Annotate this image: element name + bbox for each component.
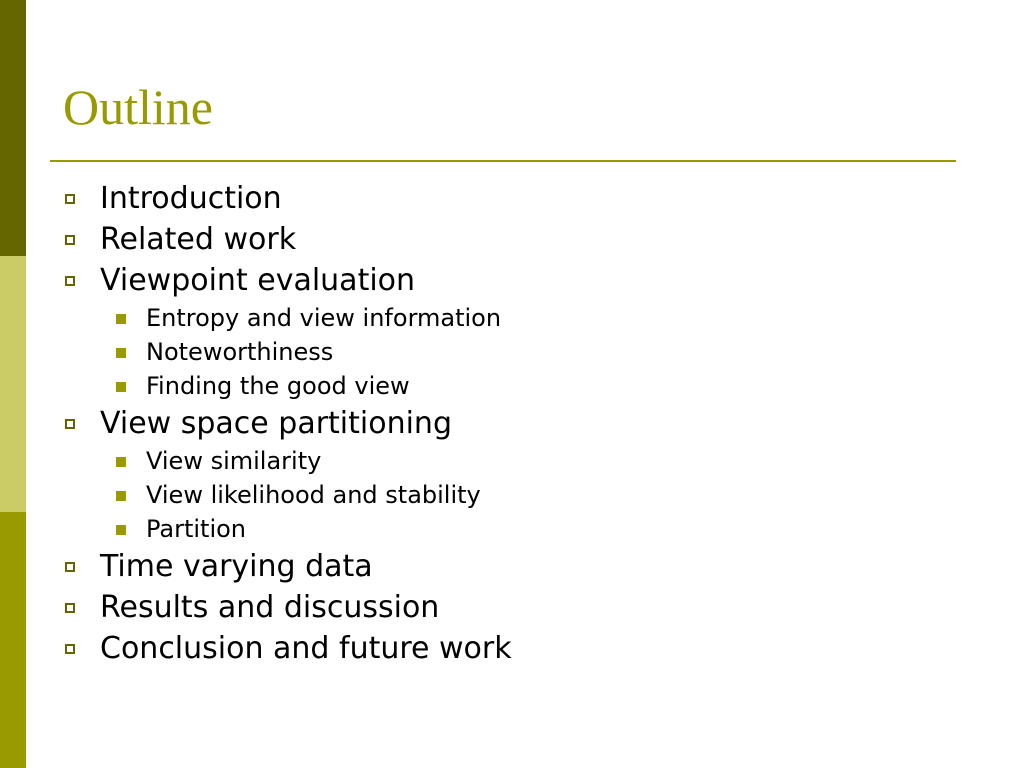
hollow-square-bullet-icon bbox=[65, 562, 75, 572]
filled-square-bullet-icon bbox=[116, 314, 126, 324]
filled-square-bullet-icon bbox=[116, 525, 126, 535]
slide-title: Outline bbox=[63, 79, 213, 135]
hollow-square-bullet-icon bbox=[65, 644, 75, 654]
filled-square-bullet-icon bbox=[116, 457, 126, 467]
left-band-middle bbox=[0, 256, 26, 512]
outline-item-label: Introduction bbox=[100, 181, 282, 216]
outline-item-label: Time varying data bbox=[100, 549, 373, 584]
outline-item-label: Conclusion and future work bbox=[100, 631, 512, 666]
filled-square-bullet-icon bbox=[116, 491, 126, 501]
left-band-top bbox=[0, 0, 26, 256]
outline-item-label: Viewpoint evaluation bbox=[100, 263, 416, 298]
hollow-square-bullet-icon bbox=[65, 419, 75, 429]
outline-item-label: Related work bbox=[100, 222, 297, 257]
outline-subitem-label: Noteworthiness bbox=[146, 338, 334, 366]
outline-subitem-label: View likelihood and stability bbox=[146, 481, 481, 509]
hollow-square-bullet-icon bbox=[65, 235, 75, 245]
filled-square-bullet-icon bbox=[116, 348, 126, 358]
outline-subitem-label: Entropy and view information bbox=[146, 304, 502, 332]
left-band-bottom bbox=[0, 512, 26, 768]
outline-subitem-label: Partition bbox=[146, 515, 247, 543]
outline-subitem-label: Finding the good view bbox=[146, 372, 410, 400]
outline-item-label: View space partitioning bbox=[100, 406, 452, 441]
outline-item-label: Results and discussion bbox=[100, 590, 440, 625]
hollow-square-bullet-icon bbox=[65, 194, 75, 204]
filled-square-bullet-icon bbox=[116, 382, 126, 392]
outline-subitem-label: View similarity bbox=[146, 447, 322, 475]
hollow-square-bullet-icon bbox=[65, 603, 75, 613]
hollow-square-bullet-icon bbox=[65, 276, 75, 286]
title-underline bbox=[50, 160, 956, 162]
